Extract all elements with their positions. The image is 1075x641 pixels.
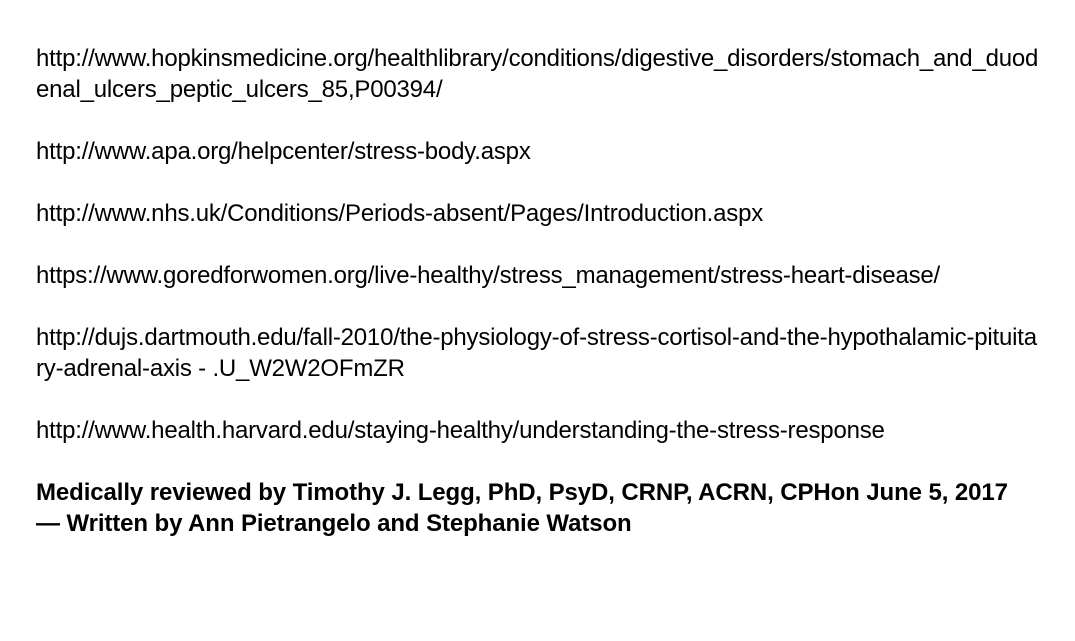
reference-link-dartmouth[interactable]: http://dujs.dartmouth.edu/fall-2010/the-physiology-of-stress-cortisol-and-the-hypothalamic-pituitary-adrenal-axis - .U_W2W2OFmZR: [36, 324, 1037, 382]
medical-review-line: Medically reviewed by Timothy J. Legg, PhD, PsyD, CRNP, ACRN, CPHon June 5, 2017: [36, 479, 1008, 506]
reference-item: [36, 198, 1039, 229]
reference-link-goredforwomen[interactable]: https://www.goredforwomen.org/live-healthy/stress_management/stress-heart-disease/: [36, 262, 941, 289]
reference-item: [36, 322, 1039, 384]
reference-item: [36, 43, 1039, 105]
author-line: — Written by Ann Pietrangelo and Stephanie Watson: [36, 510, 632, 537]
reference-link-apa[interactable]: http://www.apa.org/helpcenter/stress-body.aspx: [36, 138, 531, 165]
reference-item: [36, 260, 1039, 291]
reference-item: [36, 415, 1039, 446]
reference-link-hopkins[interactable]: http://www.hopkinsmedicine.org/healthlibrary/conditions/digestive_disorders/stomach_and_duodenal_ulcers_peptic_ulcers_85,P00394/: [36, 45, 1039, 103]
reference-list: [36, 43, 1039, 446]
reference-item: [36, 136, 1039, 167]
reference-link-harvard[interactable]: http://www.health.harvard.edu/staying-healthy/understanding-the-stress-response: [36, 417, 885, 444]
reference-link-nhs[interactable]: http://www.nhs.uk/Conditions/Periods-absent/Pages/Introduction.aspx: [36, 200, 764, 227]
review-credits: [36, 477, 1039, 539]
